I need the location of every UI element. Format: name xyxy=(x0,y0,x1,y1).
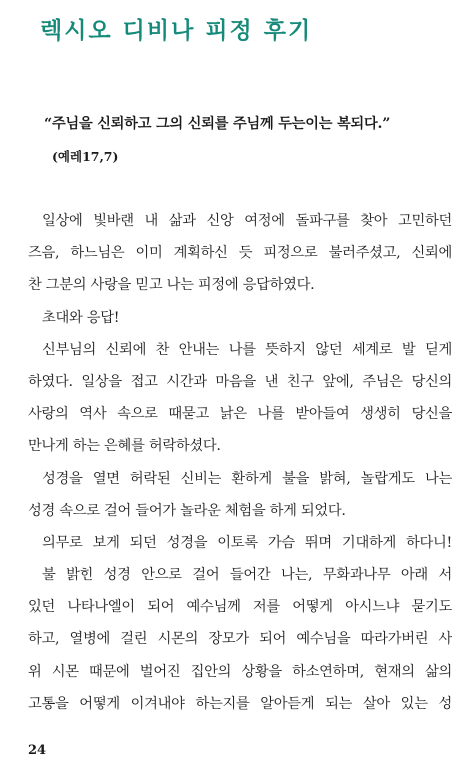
body-line: 하였다. 일상을 접고 시간과 마음을 낸 친구 앞에, 주님은 당신의 xyxy=(28,373,452,390)
body-line: 찬 그분의 사랑을 믿고 나는 피정에 응답하였다. xyxy=(28,277,315,294)
body-line: 사랑의 역사 속으로 때묻고 낡은 나를 받아들여 생생히 당신을 xyxy=(28,406,452,423)
body-line: 하고, 열병에 걸린 시몬의 장모가 되어 예수님을 따라가버린 사 xyxy=(28,631,452,648)
body-text xyxy=(28,205,452,720)
epigraph-quote: “주님을 신뢰하고 그의 신뢰를 주님께 두는이는 복되다.” xyxy=(44,116,391,132)
body-line: 불 밝힌 성경 안으로 걸어 들어간 나는, 무화과나무 아래 서 xyxy=(42,567,452,584)
body-line: 위 시몬 때문에 벌어진 집안의 상황을 하소연하며, 현재의 삶의 xyxy=(28,663,452,680)
chapter-title: 렉시오 디비나 피정 후기 xyxy=(40,18,313,44)
body-line: 일상에 빛바랜 내 삶과 신앙 여정에 돌파구를 찾아 고민하던 xyxy=(42,213,452,229)
body-line: 있던 나타나엘이 되어 예수님께 저를 어떻게 아시느냐 묻기도 xyxy=(28,599,452,616)
body-line: 고통을 어떻게 이겨내야 하는지를 알아듣게 되는 살아 있는 성 xyxy=(28,695,452,712)
body-line: 성경을 열면 허락된 신비는 환하게 불을 밝혀, 놀랍게도 나는 xyxy=(42,470,452,487)
body-line: 만나게 하는 은혜를 허락하셨다. xyxy=(28,438,221,455)
body-line: 초대와 응답! xyxy=(42,309,120,326)
body-line: 의무로 보게 되던 성경을 이토록 가슴 뛰며 기대하게 하다니! xyxy=(42,534,452,551)
body-line: 즈음, 하느님은 이미 계획하신 듯 피정으로 불러주셨고, 신뢰에 xyxy=(28,245,452,262)
body-line: 신부님의 신뢰에 찬 안내는 나를 뜻하지 않던 세계로 발 딛게 xyxy=(42,341,452,358)
page-number: 24 xyxy=(28,743,47,758)
epigraph-reference: (예레17,7) xyxy=(52,149,119,164)
body-line: 성경 속으로 걸어 들어가 놀라운 체험을 하게 되었다. xyxy=(28,502,346,519)
